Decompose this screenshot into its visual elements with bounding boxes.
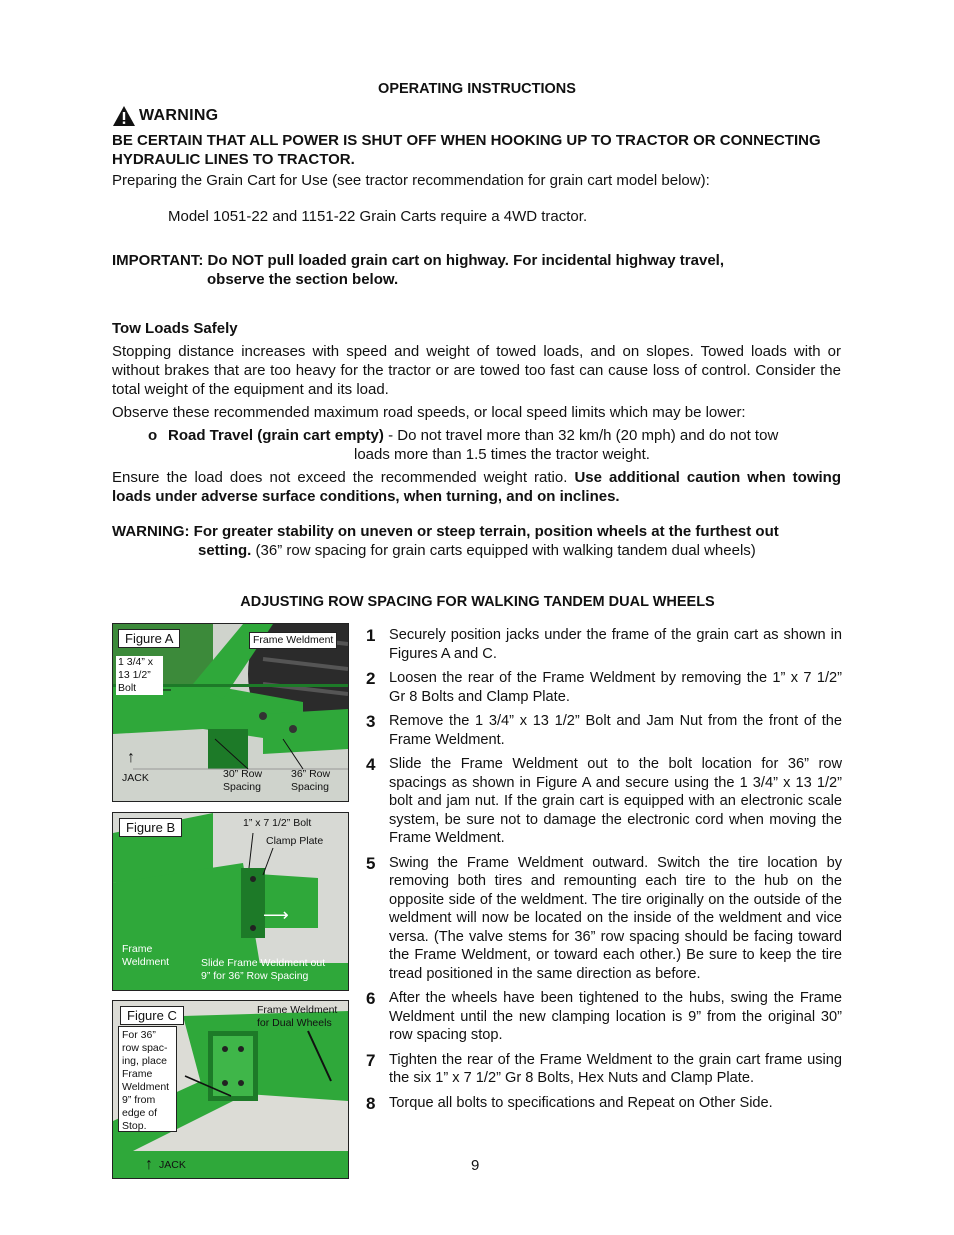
important-line-1: IMPORTANT: Do NOT pull loaded grain cart on highway. For incidental highway travel, (112, 252, 724, 269)
ensure-text: Ensure the load does not exceed the recommended weight ratio. (112, 469, 575, 486)
figure-a-bolt-label: 1 3/4” x 13 1/2” Bolt (116, 656, 163, 695)
adjust-heading: ADJUSTING ROW SPACING FOR WALKING TANDEM DUAL WHEELS (240, 594, 715, 610)
step-text: Loosen the rear of the Frame Weldment by removing the 1” x 7 1/2” Gr 8 Bolts and Clamp Plate. (389, 670, 842, 705)
bullet-mark: o (148, 427, 158, 444)
warning2-line-1: WARNING: For greater stability on uneven or steep terrain, position wheels at the furthest out (112, 523, 779, 540)
page-title: OPERATING INSTRUCTIONS (378, 81, 576, 97)
ensure-paragraph (112, 468, 841, 506)
figure-a-jack-arrow-icon: ↑ (127, 749, 135, 766)
step-item (366, 1051, 842, 1088)
figure-c (112, 1000, 349, 1179)
figure-a-row30: 30” Row Spacing (223, 768, 263, 793)
figure-c-dual: Frame Weldment for Dual Wheels (257, 1004, 338, 1029)
step-text: Torque all bolts to specifications and Repeat on Other Side. (389, 1094, 773, 1111)
tow-heading: Tow Loads Safely (112, 320, 238, 337)
road-travel-line-2: loads more than 1.5 times the tractor weight. (354, 446, 650, 463)
preparing-text: Preparing the Grain Cart for Use (see tractor recommendation for grain cart model below): (112, 172, 710, 189)
warning2-setting: setting. (198, 542, 252, 559)
road-travel-line (168, 426, 848, 445)
figure-a-frame-weldment: Frame Weldment (249, 632, 337, 649)
figure-a-jack: JACK (122, 772, 149, 784)
step-number: 1 (366, 626, 376, 645)
figure-c-label: Figure C (120, 1006, 184, 1025)
step-item (366, 854, 842, 984)
road-travel-label: Road Travel (grain cart empty) (168, 427, 384, 444)
step-text: After the wheels have been tightened to the hubs, swing the Frame Weldment until the new clamping location is 9” from the original 30” row spacing stop. (389, 990, 842, 1043)
figure-b-clamp: Clamp Plate (266, 835, 324, 847)
step-item (366, 1094, 842, 1113)
step-text: Securely position jacks under the frame of the grain cart as shown in Figures A and C. (389, 627, 842, 662)
step-number: 3 (366, 712, 376, 731)
road-travel-text: - Do not travel more than 32 km/h (20 mph) and do not tow (383, 427, 779, 444)
figure-a (112, 623, 349, 802)
step-number: 2 (366, 669, 376, 688)
step-text: Slide the Frame Weldment out to the bolt location for 36” row spacings as shown in Figure A and secure using the 1 3/4” x 13 1/2” bolt and jam nut. If the grain cart is equipped with an electronic scale system, be sure not to damage the electronic cord when moving the Frame Weldment. (389, 756, 842, 846)
important-line-2: observe the section below. (207, 271, 399, 288)
warning2-rest: (36” row spacing for grain carts equipped with walking tandem dual wheels) (251, 542, 756, 559)
figure-b-slide: Slide Frame Weldment out 9” for 36” Row Spacing (201, 957, 326, 982)
model-text: Model 1051-22 and 1151-22 Grain Carts require a 4WD tractor. (168, 208, 588, 225)
step-item (366, 669, 842, 706)
figure-b-slide-arrow-icon: ⟶ (263, 905, 289, 925)
tow-paragraph: Stopping distance increases with speed and weight of towed loads, and on slopes. Towed loads with or without brakes that are too heavy for the tractor or are towed too fast can cause loss of control. Consider the total weight of the equipment and its load. (112, 343, 841, 398)
step-text: Remove the 1 3/4” x 13 1/2” Bolt and Jam Nut from the front of the Frame Weldment. (389, 713, 842, 748)
step-item (366, 755, 842, 848)
steps-list (366, 626, 842, 1119)
step-text: Swing the Frame Weldment outward. Switch the tire location by removing both tires and remounting each tire to the hub on the opposite side of the weldment. The tire originally on the outside of the weldment will now be located on the inside of the weldment and vice versa. (The valve stems for 36” row spacing should be facing toward the Frame Weldment, or toward each other.) Be sure to keep the tire tread positioned in the same direction as before. (389, 854, 842, 982)
step-item (366, 989, 842, 1045)
ensure-caution: Use additional caution when towing loads under adverse surface conditions, when turning, and on inclines. (112, 469, 841, 505)
figure-b-label: Figure B (119, 818, 182, 837)
step-number: 4 (366, 755, 376, 774)
step-number: 5 (366, 853, 376, 873)
warning-triangle-icon (112, 105, 136, 127)
warning2-line-2 (198, 541, 756, 560)
step-item (366, 626, 842, 663)
figure-b-frame: Frame Weldment (122, 943, 170, 968)
figure-c-note: For 36” row spac-ing, place Frame Weldment 9” from edge of Stop. (118, 1026, 177, 1132)
warning-label: WARNING (139, 107, 219, 124)
observe-text: Observe these recommended maximum road speeds, or local speed limits which may be lower: (112, 404, 746, 421)
warning-sign (112, 104, 232, 128)
figure-a-row36: 36” Row Spacing (291, 768, 331, 793)
step-text: Tighten the rear of the Frame Weldment to the grain cart frame using the six 1” x 7 1/2” Gr 8 Bolts, Hex Nuts and Clamp Plate. (389, 1051, 842, 1086)
figure-c-jack: JACK (159, 1159, 186, 1171)
figure-b (112, 812, 349, 991)
figure-c-jack-arrow-icon: ↑ (145, 1156, 153, 1173)
figure-b-bolt: 1” x 7 1/2” Bolt (243, 817, 312, 829)
warning-text: BE CERTAIN THAT ALL POWER IS SHUT OFF WHEN HOOKING UP TO TRACTOR OR CONNECTING HYDRAULIC LINES TO TRACTOR. (112, 132, 821, 168)
step-number: 8 (366, 1093, 376, 1113)
step-item (366, 712, 842, 749)
figure-a-label: Figure A (118, 629, 180, 648)
step-number: 7 (366, 1050, 376, 1070)
step-number: 6 (366, 989, 376, 1008)
page-number: 9 (471, 1157, 480, 1174)
